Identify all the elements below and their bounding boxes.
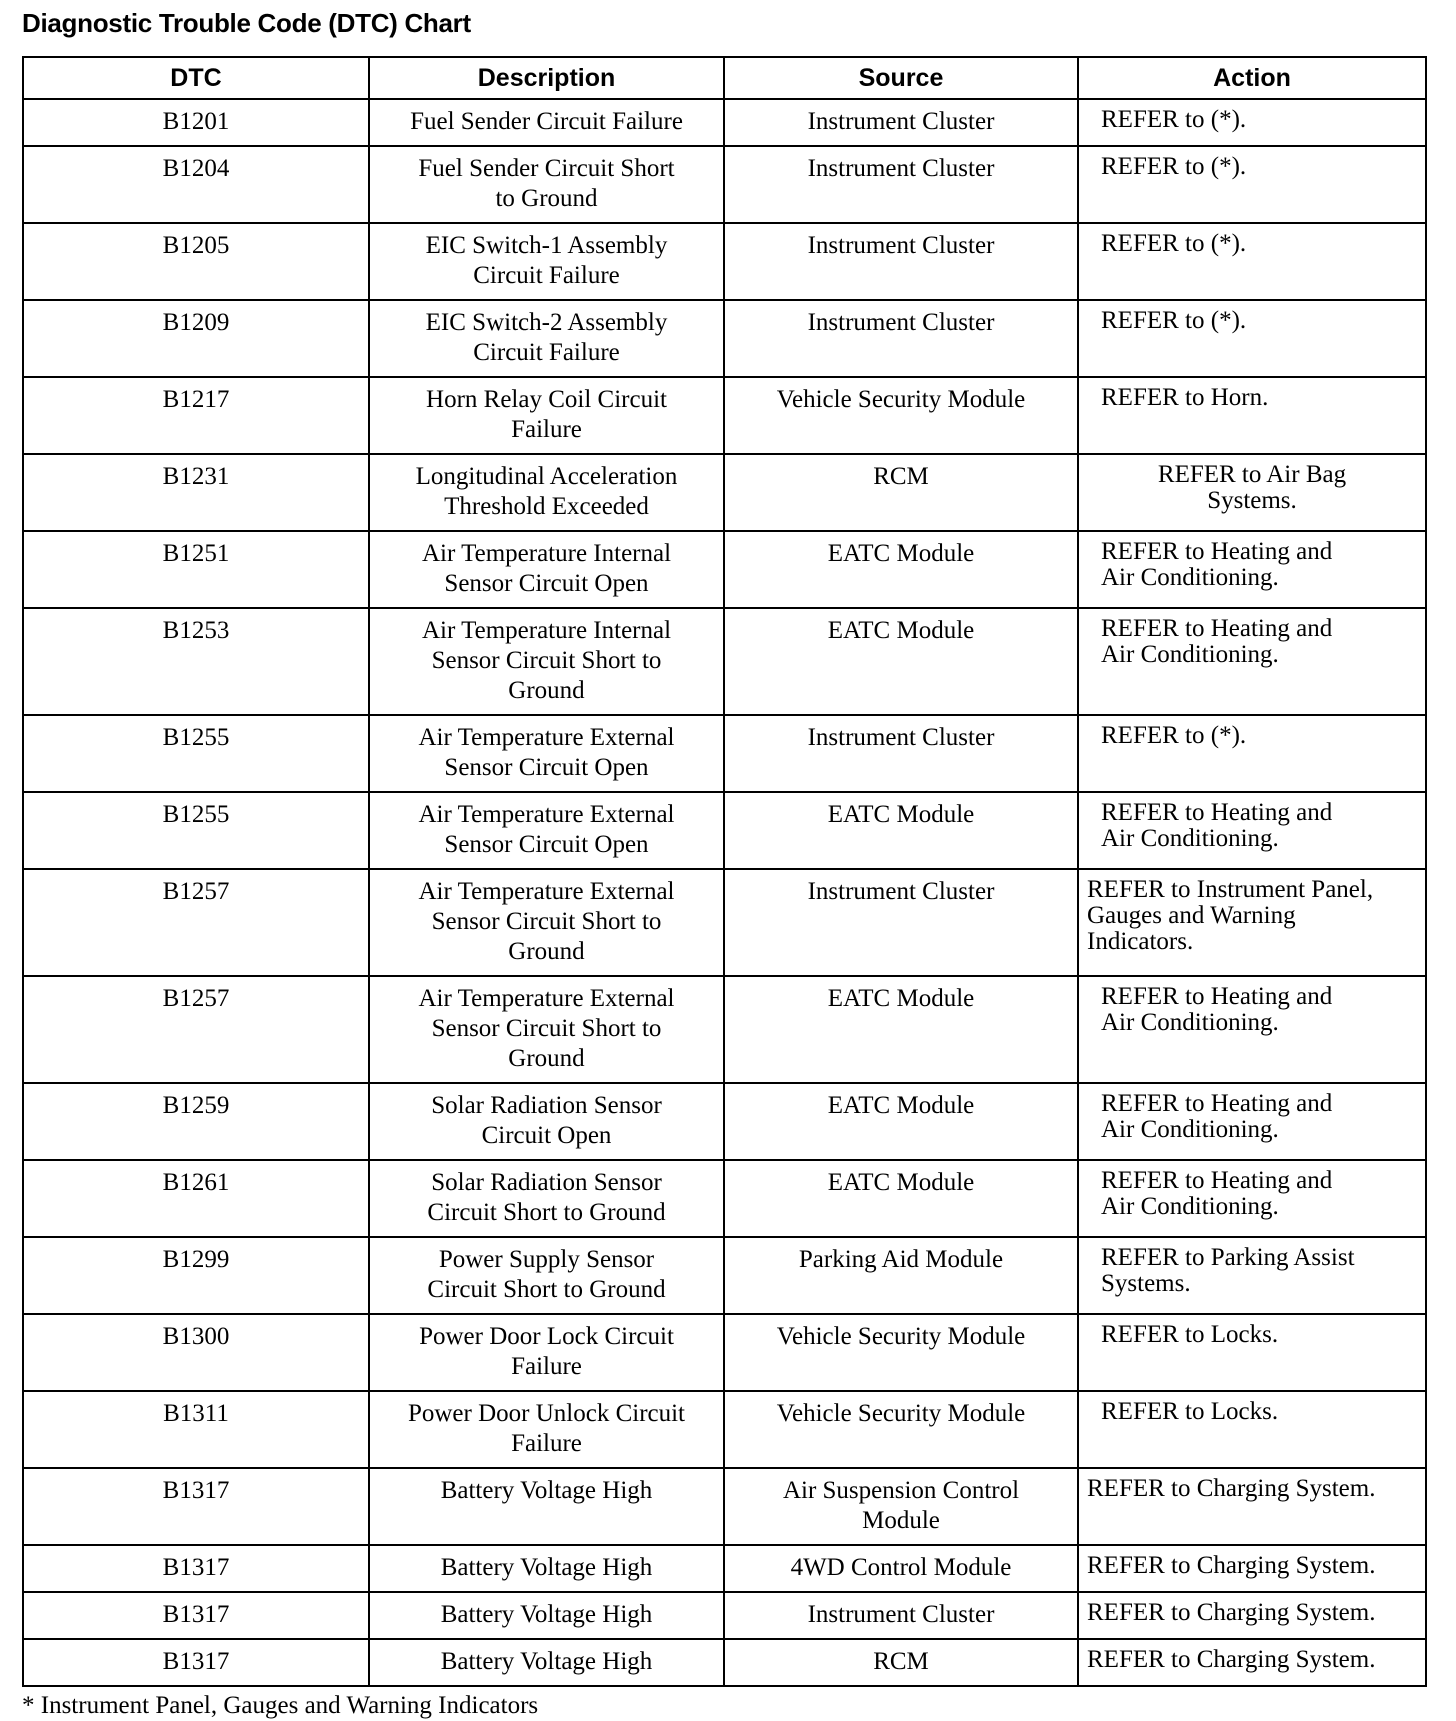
action-cell: REFER to Charging System. (1078, 1639, 1426, 1686)
source-cell: EATC Module (724, 792, 1078, 869)
source-cell: Instrument Cluster (724, 146, 1078, 223)
dtc-cell: B1317 (23, 1545, 369, 1592)
source-cell: Instrument Cluster (724, 869, 1078, 976)
table-row (23, 300, 1426, 377)
action-cell: REFER to (*). (1078, 300, 1426, 377)
table-row (23, 792, 1426, 869)
action-cell: REFER to Charging System. (1078, 1468, 1426, 1545)
dtc-cell: B1217 (23, 377, 369, 454)
table-row (23, 1314, 1426, 1391)
description-cell: Air Temperature External Sensor Circuit Open (369, 792, 724, 869)
dtc-cell: B1201 (23, 99, 369, 146)
source-cell: 4WD Control Module (724, 1545, 1078, 1592)
table-row (23, 146, 1426, 223)
column-header-description: Description (369, 57, 724, 99)
column-header-source: Source (724, 57, 1078, 99)
page-title: Diagnostic Trouble Code (DTC) Chart (22, 8, 471, 38)
dtc-cell: B1317 (23, 1639, 369, 1686)
source-cell: EATC Module (724, 531, 1078, 608)
table-header-row (23, 57, 1426, 99)
description-cell: Air Temperature External Sensor Circuit Open (369, 715, 724, 792)
source-cell: EATC Module (724, 1160, 1078, 1237)
dtc-cell: B1317 (23, 1468, 369, 1545)
description-cell: EIC Switch-1 Assembly Circuit Failure (369, 223, 724, 300)
description-cell: Battery Voltage High (369, 1545, 724, 1592)
source-cell: RCM (724, 1639, 1078, 1686)
source-cell: Instrument Cluster (724, 715, 1078, 792)
description-cell: Solar Radiation Sensor Circuit Short to Ground (369, 1160, 724, 1237)
action-cell: REFER to Heating and Air Conditioning. (1078, 792, 1426, 869)
action-cell: REFER to Heating and Air Conditioning. (1078, 608, 1426, 715)
action-cell: REFER to Heating and Air Conditioning. (1078, 531, 1426, 608)
dtc-cell: B1317 (23, 1592, 369, 1639)
description-cell: Battery Voltage High (369, 1468, 724, 1545)
table-row (23, 454, 1426, 531)
action-cell: REFER to Instrument Panel, Gauges and Warning Indicators. (1078, 869, 1426, 976)
description-cell: Solar Radiation Sensor Circuit Open (369, 1083, 724, 1160)
table-row (23, 869, 1426, 976)
table-row (23, 531, 1426, 608)
table-row (23, 1545, 1426, 1592)
action-cell: REFER to Charging System. (1078, 1545, 1426, 1592)
action-cell: REFER to Horn. (1078, 377, 1426, 454)
table-row (23, 1083, 1426, 1160)
description-cell: Power Door Unlock Circuit Failure (369, 1391, 724, 1468)
dtc-table (22, 56, 1427, 1687)
dtc-cell: B1205 (23, 223, 369, 300)
action-cell: REFER to Air Bag Systems. (1078, 454, 1426, 531)
description-cell: Power Supply Sensor Circuit Short to Ground (369, 1237, 724, 1314)
action-cell: REFER to Heating and Air Conditioning. (1078, 1083, 1426, 1160)
description-cell: Air Temperature External Sensor Circuit Short to Ground (369, 976, 724, 1083)
action-cell: REFER to (*). (1078, 99, 1426, 146)
table-row (23, 608, 1426, 715)
action-cell: REFER to (*). (1078, 715, 1426, 792)
action-cell: REFER to Locks. (1078, 1314, 1426, 1391)
source-cell: Parking Aid Module (724, 1237, 1078, 1314)
source-cell: Vehicle Security Module (724, 1391, 1078, 1468)
action-cell: REFER to Parking Assist Systems. (1078, 1237, 1426, 1314)
source-cell: EATC Module (724, 608, 1078, 715)
dtc-cell: B1259 (23, 1083, 369, 1160)
dtc-cell: B1261 (23, 1160, 369, 1237)
action-cell: REFER to Heating and Air Conditioning. (1078, 976, 1426, 1083)
table-row (23, 1468, 1426, 1545)
description-cell: EIC Switch-2 Assembly Circuit Failure (369, 300, 724, 377)
dtc-cell: B1231 (23, 454, 369, 531)
dtc-cell: B1257 (23, 869, 369, 976)
description-cell: Horn Relay Coil Circuit Failure (369, 377, 724, 454)
dtc-cell: B1255 (23, 715, 369, 792)
action-cell: REFER to Heating and Air Conditioning. (1078, 1160, 1426, 1237)
description-cell: Battery Voltage High (369, 1592, 724, 1639)
source-cell: Instrument Cluster (724, 99, 1078, 146)
dtc-cell: B1299 (23, 1237, 369, 1314)
dtc-cell: B1300 (23, 1314, 369, 1391)
table-row (23, 377, 1426, 454)
source-cell: EATC Module (724, 1083, 1078, 1160)
description-cell: Longitudinal Acceleration Threshold Exceeded (369, 454, 724, 531)
footnote: * Instrument Panel, Gauges and Warning Indicators (22, 1692, 539, 1719)
action-cell: REFER to Charging System. (1078, 1592, 1426, 1639)
table-row (23, 976, 1426, 1083)
table-row (23, 1592, 1426, 1639)
description-cell: Air Temperature Internal Sensor Circuit Short to Ground (369, 608, 724, 715)
description-cell: Power Door Lock Circuit Failure (369, 1314, 724, 1391)
table-row (23, 1391, 1426, 1468)
column-header-action: Action (1078, 57, 1426, 99)
source-cell: Vehicle Security Module (724, 377, 1078, 454)
table-row (23, 1639, 1426, 1686)
description-cell: Air Temperature External Sensor Circuit Short to Ground (369, 869, 724, 976)
source-cell: Air Suspension Control Module (724, 1468, 1078, 1545)
description-cell: Battery Voltage High (369, 1639, 724, 1686)
dtc-cell: B1204 (23, 146, 369, 223)
action-cell: REFER to (*). (1078, 223, 1426, 300)
source-cell: Instrument Cluster (724, 223, 1078, 300)
description-cell: Air Temperature Internal Sensor Circuit Open (369, 531, 724, 608)
description-cell: Fuel Sender Circuit Failure (369, 99, 724, 146)
dtc-cell: B1253 (23, 608, 369, 715)
source-cell: RCM (724, 454, 1078, 531)
table-row (23, 99, 1426, 146)
column-header-dtc: DTC (23, 57, 369, 99)
source-cell: EATC Module (724, 976, 1078, 1083)
table-section (22, 56, 1425, 1721)
table-row (23, 1160, 1426, 1237)
dtc-cell: B1311 (23, 1391, 369, 1468)
source-cell: Instrument Cluster (724, 300, 1078, 377)
table-row (23, 715, 1426, 792)
action-cell: REFER to (*). (1078, 146, 1426, 223)
dtc-cell: B1209 (23, 300, 369, 377)
action-cell: REFER to Locks. (1078, 1391, 1426, 1468)
description-cell: Fuel Sender Circuit Short to Ground (369, 146, 724, 223)
source-cell: Vehicle Security Module (724, 1314, 1078, 1391)
table-row (23, 1237, 1426, 1314)
dtc-cell: B1255 (23, 792, 369, 869)
dtc-cell: B1251 (23, 531, 369, 608)
source-cell: Instrument Cluster (724, 1592, 1078, 1639)
table-row (23, 223, 1426, 300)
dtc-cell: B1257 (23, 976, 369, 1083)
